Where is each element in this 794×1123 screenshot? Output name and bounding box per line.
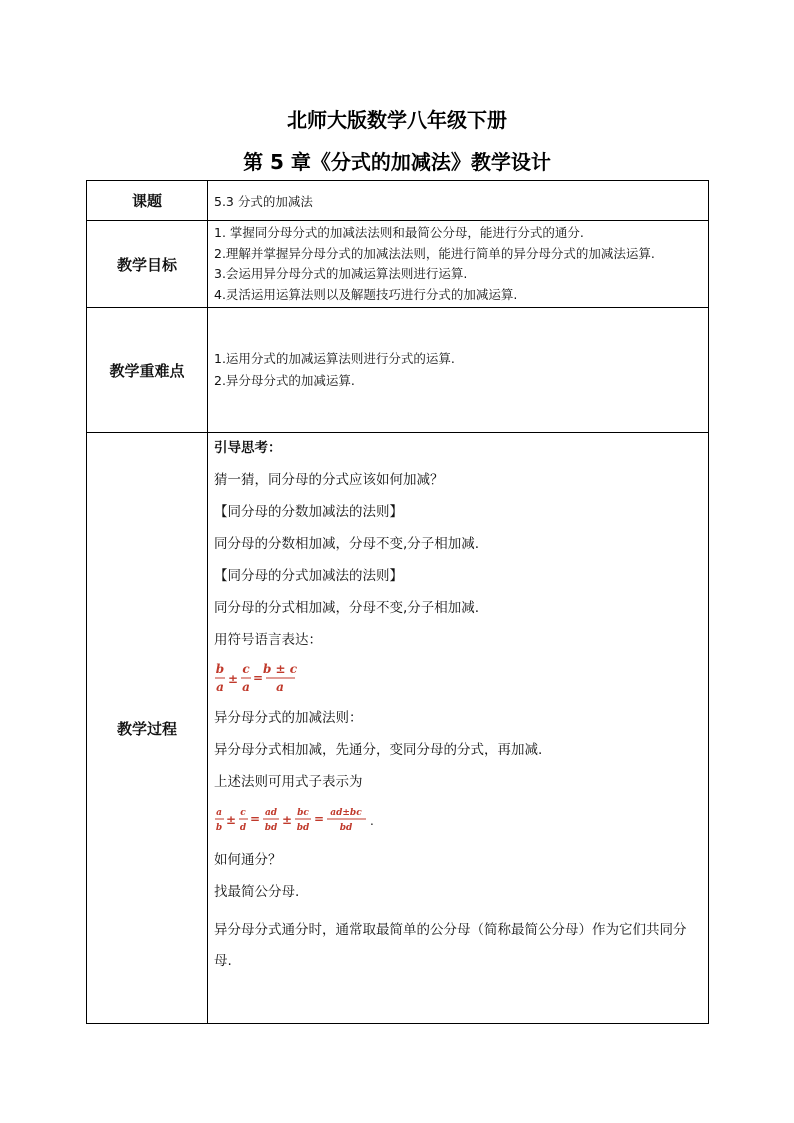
process-label: 教学过程 <box>87 433 208 1024</box>
expr-intro: 上述法则可用式子表示为 <box>214 774 363 790</box>
formula-term: a <box>216 808 222 818</box>
formula-same-denominator-svg <box>214 659 334 699</box>
key-point-item: 2.异分母分式的加减运算. <box>214 373 355 388</box>
formula-operator: = <box>252 671 264 685</box>
objectives-cell <box>208 221 709 308</box>
formula-term: a <box>242 680 250 694</box>
formula-term: bd <box>339 823 353 833</box>
formula-period: . <box>370 814 374 828</box>
objective-item: 2.理解并掌握异分母分式的加减法法则，能进行简单的异分母分式的加减法运算. <box>214 245 655 261</box>
document-subtitle: 第 5 章《分式的加减法》教学设计 <box>243 150 551 174</box>
key-points-cell <box>208 308 709 433</box>
rule2-text: 同分母的分式相加减，分母不变,分子相加减. <box>214 600 480 616</box>
formula-operator: ± <box>225 813 237 827</box>
formula-operator: = <box>249 812 261 826</box>
formula-term: a <box>276 680 284 694</box>
diff-rule-title: 异分母分式的加减法则： <box>214 710 363 726</box>
formula-operator: ± <box>281 813 293 827</box>
formula-term: a <box>216 680 224 694</box>
formula-diff-denominator <box>214 801 704 841</box>
formula-term: b <box>215 662 225 676</box>
row-topic <box>87 181 709 221</box>
topic-value: 5.3 分式的加减法 <box>208 181 709 221</box>
formula-term: c <box>242 662 250 676</box>
formula-term: bd <box>296 823 310 833</box>
process-cell <box>208 433 709 1024</box>
find-lcd: 找最简公分母. <box>214 884 300 900</box>
symbol-intro: 用符号语言表达： <box>214 632 322 648</box>
formula-operator: ± <box>227 672 239 686</box>
formula-same-denominator <box>214 659 704 699</box>
formula-term: b <box>215 823 223 833</box>
formula-term: ad±bc <box>330 808 362 818</box>
objectives-label: 教学目标 <box>87 221 208 308</box>
diff-rule-text: 异分母分式相加减，先通分，变同分母的分式，再加减. <box>214 742 543 758</box>
objective-item: 4.灵活运用运算法则以及解题技巧进行分式的加减运算. <box>214 286 518 302</box>
formula-operator: = <box>313 812 325 826</box>
rule1-text: 同分母的分数相加减，分母不变,分子相加减. <box>214 536 480 552</box>
formula-term: b ± c <box>262 662 298 676</box>
key-point-item: 1.运用分式的加减运算法则进行分式的运算. <box>214 351 455 366</box>
lcd-text: 异分母分式通分时，通常取最简单的公分母（简称最简公分母）作为它们共同分母. <box>214 922 687 969</box>
formula-term: ad <box>264 808 278 818</box>
formula-diff-denominator-svg <box>214 801 414 841</box>
document-title: 北师大版数学八年级下册 <box>287 108 507 132</box>
rule2-title: 【同分母的分式加减法的法则】 <box>214 568 403 584</box>
row-process <box>87 433 709 1024</box>
row-key-points <box>87 308 709 433</box>
lesson-plan-table <box>86 180 709 1024</box>
guess-question: 猜一猜，同分母的分式应该如何加减？ <box>214 472 444 488</box>
key-points-label: 教学重难点 <box>87 308 208 433</box>
formula-term: d <box>239 823 247 833</box>
topic-label: 课题 <box>87 181 208 221</box>
guide-heading: 引导思考： <box>214 440 282 456</box>
formula-term: bd <box>264 823 278 833</box>
objective-item: 3.会运用异分母分式的加减运算法则进行运算. <box>214 266 468 281</box>
how-common-question: 如何通分？ <box>214 852 282 868</box>
formula-term: bc <box>297 808 309 818</box>
rule1-title: 【同分母的分数加减法的法则】 <box>214 504 403 520</box>
objective-item: 1. 掌握同分母分式的加减法法则和最简公分母，能进行分式的通分. <box>214 225 584 240</box>
row-objectives <box>87 221 709 308</box>
formula-term: c <box>240 808 246 818</box>
